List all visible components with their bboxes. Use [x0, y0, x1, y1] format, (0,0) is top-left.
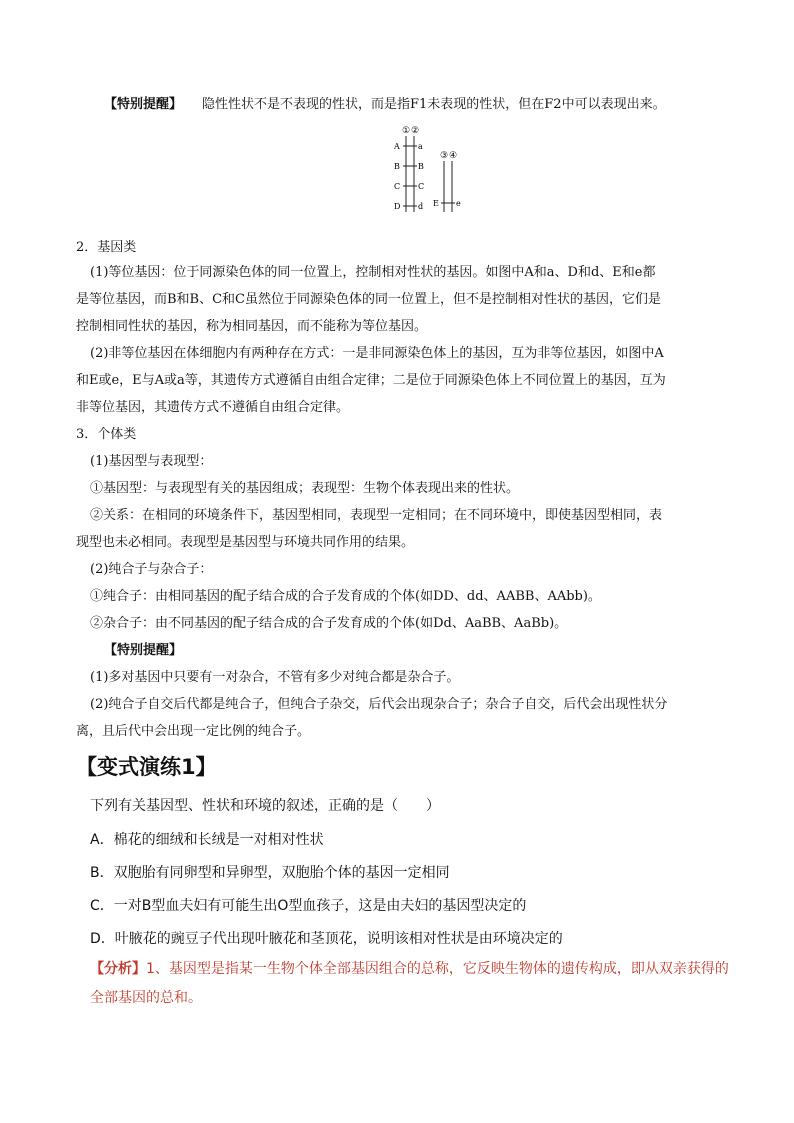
- gene-label-right: C: [418, 182, 425, 191]
- section3-line: ②关系：在相同的环境条件下，基因型相同，表现型一定相同；在不同环境中，即使基因型相同，表: [90, 508, 663, 523]
- chromosome-label-1: ①: [402, 126, 411, 136]
- section3-line: (2)纯合子与杂合子：: [90, 562, 213, 577]
- gene-label-right: e: [456, 199, 461, 208]
- analysis-label: 【分析】: [90, 961, 146, 977]
- section3-tip-line: (2)纯合子自交后代都是纯合子，但纯合子杂交，后代会出现杂合子；杂合子自交，后代会出现性状分: [90, 697, 668, 712]
- section3-line: (1)基因型与表现型：: [90, 454, 213, 469]
- gene-label-left: C: [394, 182, 401, 191]
- section2-p1-line2: 是等位基因，而B和B、C和C虽然位于同源染色体的同一位置上，但不是控制相对性状的基因，它们是: [76, 292, 662, 307]
- option-b: B．双胞胎有同卵型和异卵型，双胞胎个体的基因一定相同: [90, 865, 450, 881]
- section3-line: ①基因型：与表现型有关的基因组成；表现型：生物个体表现出来的性状。: [90, 481, 520, 496]
- chromosome-label-2: ②: [411, 126, 420, 136]
- gene-label-right: a: [418, 142, 423, 151]
- section2-p2-line2: 和E或e，E与A或a等，其遗传方式遵循自由组合定律；二是位于同源染色体上不同位置上的基因，互为: [76, 373, 666, 388]
- section3-tip-line: (1)多对基因中只要有一对杂合，不管有多少对纯合都是杂合子。: [90, 670, 460, 685]
- gene-label-left: A: [394, 142, 400, 151]
- section3-tip-label: 【特别提醒】: [104, 643, 183, 658]
- analysis-text: 1、基因型是指某一生物个体全部基因组合的总称，它反映生物体的遗传构成，即从双亲获得的: [146, 961, 729, 977]
- gene-label-right: B: [418, 162, 424, 171]
- section3-line: ②杂合子：由不同基因的配子结合成的合子发育成的个体(如Dd、AaBB、AaBb)。: [90, 616, 568, 631]
- section2-p2-line3: 非等位基因，其遗传方式不遵循自由组合定律。: [76, 400, 350, 415]
- analysis-line1: [90, 959, 729, 979]
- tip-text: 隐性性状不是不表现的性状，而是指F1未表现的性状，但在F2中可以表现出来。: [202, 97, 666, 112]
- section3-line: ①纯合子：由相同基因的配子结合成的合子发育成的个体(如DD、dd、AABB、AAbb)。: [90, 589, 601, 604]
- gene-label-left: B: [394, 162, 400, 171]
- gene-label-left: D: [394, 202, 401, 211]
- tip-label: 【特别提醒】: [104, 97, 183, 112]
- question-stem: 下列有关基因型、性状和环境的叙述，正确的是（ ）: [90, 798, 440, 814]
- gene-label-right: d: [418, 202, 424, 211]
- chromosome-label-3: ③: [440, 151, 449, 161]
- option-d: D．叶腋花的豌豆子代出现叶腋花和茎顶花，说明该相对性状是由环境决定的: [90, 931, 563, 947]
- gene-label-left: E: [433, 199, 439, 208]
- section3-heading: 3．个体类: [76, 427, 137, 442]
- section3-tip-line: 离，且后代中会出现一定比例的纯合子。: [76, 724, 311, 739]
- option-a: A．棉花的细绒和长绒是一对相对性状: [90, 832, 324, 848]
- section2-p2-line1: (2)非等位基因在体细胞内有两种存在方式：一是非同源染色体上的基因，互为非等位基因，如图中A: [90, 346, 664, 361]
- chromosome-diagram: [390, 122, 470, 214]
- chromosome-label-4: ④: [449, 151, 458, 161]
- section2-p1-line1: (1)等位基因：位于同源染色体的同一位置上，控制相对性状的基因。如图中A和a、D和d、E和e都: [90, 265, 656, 280]
- exercise-title: 【变式演练1】: [76, 755, 217, 779]
- section2-heading: 2．基因类: [76, 240, 137, 255]
- option-c: C．一对B型血夫妇有可能生出O型血孩子，这是由夫妇的基因型决定的: [90, 898, 527, 914]
- section3-line: 现型也未必相同。表现型是基因型与环境共同作用的结果。: [76, 535, 415, 550]
- analysis-line2: 全部基因的总和。: [90, 990, 202, 1006]
- section2-p1-line3: 控制相同性状的基因，称为相同基因，而不能称为等位基因。: [76, 319, 428, 334]
